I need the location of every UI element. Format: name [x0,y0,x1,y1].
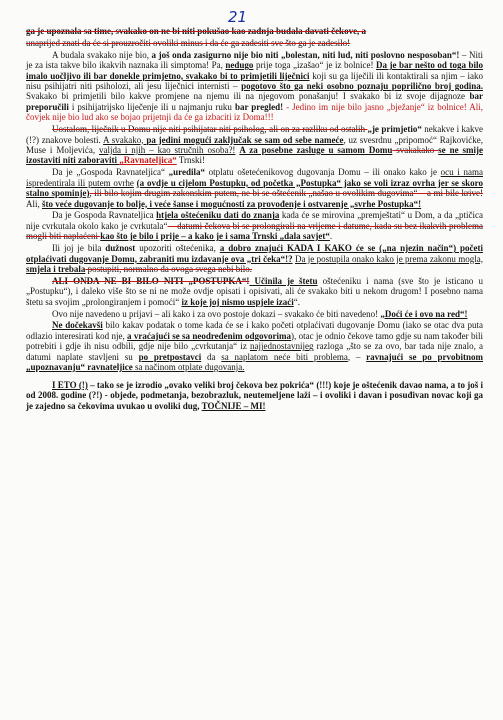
text-run: ga je upoznala sa time, svakako on ne bi niti pokušao kao zadnja budala davati čekove, a [26,26,367,36]
text-run: razloga „što se za ovo, bar tada nije znalo, a datumi naplate stavljeni su [26,341,484,362]
text-run: dužnost [105,243,136,254]
paragraph-6 [26,276,483,307]
text-run: – Niti je za ista takve bilo ikakvih naznaka ili simptoma! Pa, [26,49,483,71]
text-run: Trnski! [176,155,206,166]
text-run: prije toga „izašao“ je iz bolnice! [253,60,377,71]
paragraph-9 [26,380,483,411]
text-run: kao što je bilo i prije – a kako je i sama Trnski „dala savjet“ [100,231,330,242]
text-run: iz koje joj nismo uspjele izaći [181,296,294,307]
text-run-red: „Ravnateljica“ [119,155,177,166]
text-run: i psihijatrijsko liječenje ili u najmanju ruku [68,101,235,112]
text-run: Ali, [26,198,43,209]
text-run: Ili joj je bila [52,243,106,254]
text-run: ravnajući se po prvobitnom „upoznavanju“ ravnateljice [26,351,484,373]
text-run-red: - Jedino im nije bilo jasno „bježanje“ iz bolnice! Ali, čovjek nije bio lud ako se bojao prijetnji da će ga izbaciti iz Doma!!! [26,101,483,123]
text-run: pa jedini mogući zaključak se sam od sebe nameće [146,134,344,145]
text-run: TOČNIJE – MI! [201,400,266,411]
paragraph-2 [26,124,483,166]
paragraph-4 [26,210,483,241]
text-run: bar preporučili [26,91,483,112]
text-run: „je primjetio“ [367,124,422,135]
text-run: – datumi čekova bi se prolongirali na vrijeme i datume, kada su bez ikakvih problema mogli biti naplaćeni [26,220,483,242]
text-run: a još onda zasigurno nije bio niti „bolestan, niti lud, niti poslovno nesposoban“! [151,49,460,60]
text-run: Uostalom, liječnik u Domu nije niti psihijatar niti psiholog, ali on za razliku od ostalih [52,124,368,135]
text-run: smjela i trebala [26,263,86,274]
paragraph-8 [26,320,483,372]
text-run: postupiti, normalno da ovoga svega nebi bilo. [85,263,253,274]
text-run: otplatu ošetećenikovog dugovanja Domu – ili onako kako je [204,167,441,178]
text-run: upozoriti oštećenika, [135,243,220,254]
page-number: 21 [228,8,248,26]
text-run: Svakako bi primjetili bilo kakve promjene na njemu ili na njegovom ponašanju! I svakako bi iz svoje dijagnoze [26,91,470,102]
text-run: Ne dočekavši [52,320,103,331]
text-run: koji su ga liječili ili kontaktirali sa njim – iako nisu psihijatri niti psiholozi, ali jesu liječnici internisti – [26,70,483,92]
text-run: “. [293,296,300,307]
text-run: Da je „Gospoda Ravnateljica“ [52,167,169,178]
text-run: . [329,231,333,242]
paragraph-7 [26,309,483,319]
text-run: A svakako, [103,134,147,145]
text-run: ocu i nama ispredentirala ili putem ovrhe [26,167,483,188]
text-run: Da je postupila onako kako je prema zakonu mogla, [294,253,483,264]
paragraph-5 [26,243,483,274]
text-run: ), otac je odnio čekove tamo gdje su nam također bili potrebiti i gdje ih nisu odbili, gdje nije bilo „cvrkutanja“ iz [26,330,483,352]
text-run: sa načinom otplate dugovanja. [132,362,245,373]
text-run: „Doći će i ovo na red“! [380,308,468,319]
text-run: , ili bilo kojim drugim zakonskim putem, ne bi se oštećenik „našao u ovolikim dugovima“ – a mi bile krive! [89,188,483,199]
text-run: , uz svesrdnu „pripomoć“ Rajkovićke, Muse i Moljevića, [26,134,483,155]
text-run: A za posebne zasluge u samom Domu [239,144,393,155]
text-run: Da je Gospoda Ravnateljica [52,210,157,221]
paragraph-3 [26,167,483,209]
text-run: valjda i njih – kao stručnih osoba?! [98,144,236,155]
text-run: Da je bar nešto od toga bilo imalo uočljivo ili bar donekle primjetno, svakako bi to primjetili liječnici [26,60,483,81]
text-run: da [201,351,222,362]
text-run: – tako se je izrodio „ovako veliki broj čekova bez pokrića“ (!!!) koje je oštećenik davao nama, a to još i od 2008. godine (?!) - objede, podmetanja, bezobrazluk, neutemeljene laži – i ovoliki i davan i posuđivan novac koji ga je zajedno sa čekovima uvukao u ovoliki dug, [26,380,483,411]
text-run: pogotovo što ga neki osobno poznaju poprilično broj godina. [241,81,483,92]
text-run: Ovo nije navedeno u prijavi – ali kako i za ovo postoje dokazi – svakako će biti navedeno! [52,308,381,319]
line-0 [26,26,483,36]
text-run: I ETO (!) [52,380,88,390]
text-run: a vraćajući se sa neodređenim odgovorima [127,330,292,341]
text-run: bilo kakav podatak o tome kada će se i kako početi otplaćivati dugovanje Domu (iako se otac dva puta odlazio interesirati kod nje, [26,320,483,341]
text-run: se ne smije izostaviti niti zaboraviti [26,144,483,166]
text-run: kada će se mirovina „premještati“ u Dom, a da „ptičica nije cvrkutala okolo kako je cvrkutala“ [26,210,483,231]
text-run: sa naplatom neće biti problema [221,351,348,362]
document-body [26,26,483,413]
text-run: „uredila“ [168,167,205,178]
text-run: bar pregled! [234,101,284,112]
text-run: nekakve i kakve (!?) znakove bolesti. [26,124,483,145]
text-run: oštećeniku i nama (sve što je isticano u „Postupku“), i daleko više što se ni ne može ovdje opisati i opisivati, ali će svakako biti u nekom drugom! I posebno nama štetu sa svojim „prolongiranjem i pomoći“ [26,275,483,307]
paragraph-1 [26,50,483,123]
text-run: htjela oštećeniku dati do znanja [156,210,280,221]
text-run: nedugo [225,60,254,71]
text-run: najjednostavnijeg [249,341,314,352]
text-run: (a ovdje u cijelom Postupku, od početka „Postupka“ jako se voli izraz ovrha jer se skoro stalno spominje) [26,177,483,199]
text-run: , – [347,351,367,362]
text-run: svakakako [392,144,439,155]
text-run: A budala svakako nije bio, [52,49,152,60]
text-run: Učinila je štetu [249,275,318,286]
text-run: ALI ONDA NE BI BILO NITI „POSTUPKA“! [52,275,250,286]
text-run: a dobro znajući KADA I KAKO će se („na njezin način“) početi otplaćivati dugovanje Domu, zabraniti mu izdavanje ova „tri čeka“!? [26,243,483,264]
text-run: što veće dugovanje to bolje, i veće šanse i mogućnosti za provođenje i ostvarenje „svrhe Postupka“! [42,198,422,209]
text-run: unaprijed znati da će si prouzročiti ovoliki minus i da će ga zadesiti sve što ga je zadesilo! [26,37,351,48]
line-1 [26,38,483,48]
text-run: po pretpostavci [138,351,202,362]
